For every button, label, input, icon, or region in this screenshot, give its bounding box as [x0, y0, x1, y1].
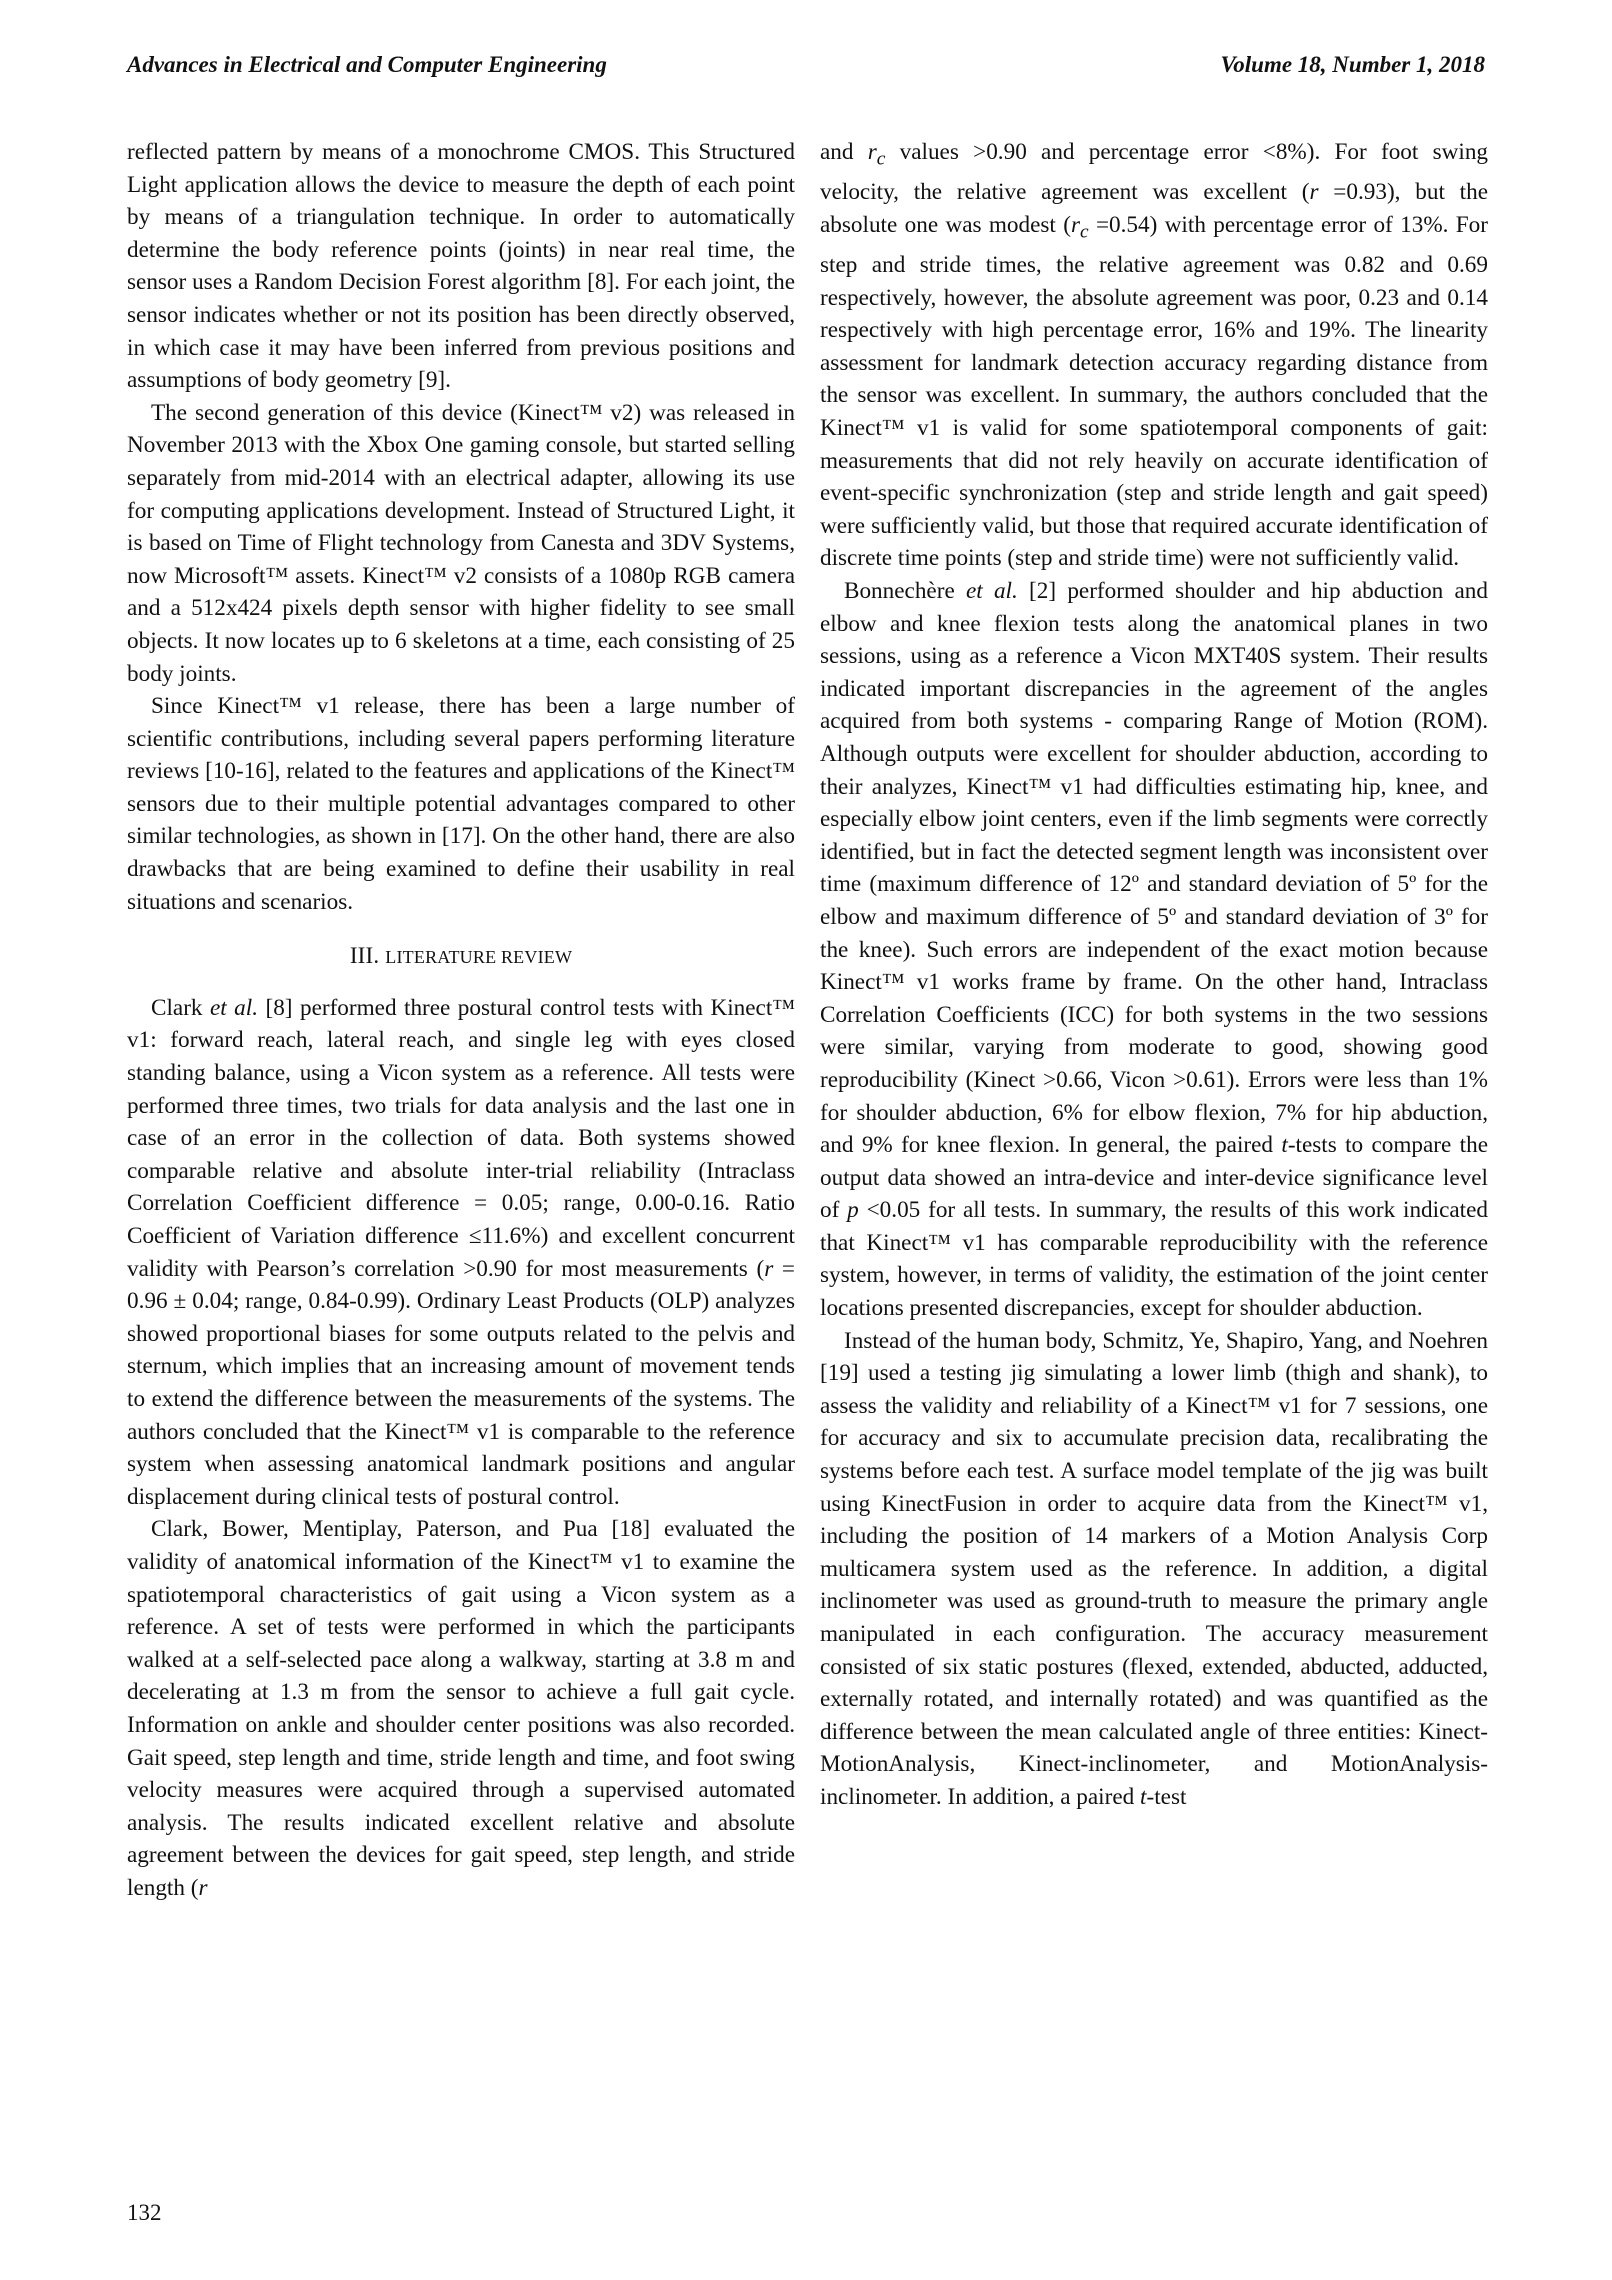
section-heading: [127, 940, 795, 974]
italic-run: p: [847, 1197, 859, 1224]
paragraph: [127, 992, 795, 1514]
text-run: Clark: [151, 994, 210, 1021]
left-column: [127, 136, 795, 1904]
subscript-run: c: [1080, 221, 1089, 243]
section-title: LITERATURE REVIEW: [385, 947, 573, 968]
text-run: =0.54) with percentage error of 13%. For step and stride times, the relative agreement was 0.82 and 0.69 respectively, however, the absolute agreement was poor, 0.23 and 0.14 respectively with high percentage error, 16% and 19%. The linearity assessment for landmark detection accuracy regarding distance from the sensor was excellent. In summary, the authors concluded that the Kinect™ v1 is valid for some spatiotemporal components of gait: measurements that did not rely heavily on accurate identification of event-specific synchronization (step and stride length and gait speed) were sufficiently valid, but those that required accurate identification of discrete time points (step and stride time) were not sufficiently valid.: [820, 211, 1488, 572]
paragraph: [820, 1325, 1488, 1814]
text-run: =0.93), but the absolute one was modest (: [820, 179, 1488, 238]
text-run: Instead of the human body, Schmitz, Ye, Shapiro, Yang, and Noehren [19] used a testing jig simulating a lower limb (thigh and shank), to assess the validity and reliability of a Kinect™ v1 for 7 sessions, one for accuracy and six to accumulate precision data, recalibrating the systems before each test. A surface model template of the jig was built using KinectFusion in order to acquire data from the Kinect™ v1, including the position of 14 markers of a Motion Analysis Corp multicamera system used as the reference. In addition, a digital inclinometer was used as ground-truth to measure the primary angle manipulated in each configuration. The accuracy measurement consisted of six static postures (flexed, extended, abducted, adducted, externally rotated, and internally rotated) and was quantified as the difference between the mean calculated angle of three entities: Kinect-MotionAnalysis, Kinect-inclinometer, and MotionAnalysis-inclinometer. In addition, a paired: [820, 1327, 1488, 1810]
right-column: [820, 136, 1488, 1814]
paragraph: Since Kinect™ v1 release, there has been a large number of scientific contributions, including several papers performing literature reviews [10-16], related to the features and applications of the Kinect™ sensors due to their multiple potential advantages compared to other similar technologies, as shown in [17]. On the other hand, there are also drawbacks that are being examined to define their usability in real situations and scenarios.: [127, 693, 795, 915]
text-run: values >0.90 and percentage error <8%). For foot swing velocity, the relative agreement was excellent (: [820, 139, 1489, 206]
paragraph: [820, 575, 1488, 1325]
italic-run: r: [867, 139, 877, 165]
text-run: and: [820, 139, 868, 165]
italic-run: r: [1309, 179, 1319, 206]
paragraph: [820, 136, 1488, 575]
running-header: [127, 52, 1485, 88]
italic-run: et al.: [965, 578, 1018, 604]
page-number: 132: [127, 2200, 162, 2225]
italic-run: r: [198, 1874, 208, 1901]
text-run: -tests to compare the output data showed an intra-device and inter-device significance level of: [820, 1132, 1488, 1224]
text-run: <0.05 for all tests. In summary, the results of this work indicated that Kinect™ v1 has comparable reproducibility with the reference system, however, in terms of validity, the estimation of the joint center locations presented discrepancies, except for shoulder abduction.: [820, 1197, 1488, 1322]
italic-run: t: [1281, 1132, 1288, 1159]
italic-run: r: [764, 1255, 774, 1282]
text-run: [8] performed three postural control tests with Kinect™ v1: forward reach, lateral reach, and single leg with eyes closed standing balance, using a Vicon system as a reference. All tests were performed three times, two trials for data analysis and the last one in case of an error in the collection of data. Both systems showed comparable relative and absolute inter-trial reliability (Intraclass Correlation Coefficient difference = 0.05; range, 0.00-0.16. Ratio Coefficient of Variation difference ≤11.6%) and excellent concurrent validity with Pearson’s correlation >0.90 for most measurements (: [127, 994, 795, 1282]
subscript-run: c: [876, 148, 886, 170]
section-number: III.: [349, 943, 380, 969]
text-run: Bonnechère: [844, 578, 966, 604]
text-run: [2] performed shoulder and hip abduction and elbow and knee flexion tests along the anatomical planes in two sessions, using as a reference a Vicon MXT40S system. Their results indicated important discrepancies in the agreement of the angles acquired from both systems - comparing Range of Motion (ROM). Although outputs were excellent for shoulder abduction, according to their analyzes, Kinect™ v1 had difficulties estimating hip, knee, and especially elbow joint centers, even if the limb segments were correctly identified, but in fact the detected segment length was inconsistent over time (maximum difference of 12º and standard deviation of 5º for the elbow and maximum difference of 5º and standard deviation of 3º for the knee). Such errors are independent of the exact motion because Kinect™ v1 works frame by frame. On the other hand, Intraclass Correlation Coefficients (ICC) for both systems in the two sessions were similar, varying from moderate to good, showing good reproducibility (Kinect >0.66, Vicon >0.61). Errors were less than 1% for shoulder abduction, 6% for elbow flexion, 7% for hip abduction, and 9% for knee flexion. In general, the paired: [820, 578, 1488, 1159]
text-run: = 0.96 ± 0.04; range, 0.84-0.99). Ordinary Least Products (OLP) analyzes showed proportional biases for some outputs related to the pelvis and sternum, which implies that an increasing amount of movement tends to extend the difference between the measurements of the systems. The authors concluded that the Kinect™ v1 is comparable to the reference system when assessing anatomical landmark positions and angular displacement during clinical tests of postural control.: [127, 1255, 796, 1510]
paragraph: reflected pattern by means of a monochrome CMOS. This Structured Light application allows the device to measure the depth of each point by means of a triangulation technique. In order to automatically determine the body reference points (joints) in near real time, the sensor uses a Random Decision Forest algorithm [8]. For each joint, the sensor indicates whether or not its position has been directly observed, in which case it may have been inferred from previous positions and assumptions of body geometry [9].: [127, 139, 795, 394]
italic-run: et al.: [209, 994, 259, 1021]
italic-run: r: [1070, 211, 1080, 238]
paragraph: [127, 1513, 795, 1904]
italic-run: t: [1140, 1783, 1147, 1810]
text-run: -test: [1146, 1783, 1187, 1810]
volume-info: Volume 18, Number 1, 2018: [1220, 52, 1485, 77]
journal-title: Advances in Electrical and Computer Engineering: [127, 52, 607, 77]
paragraph: The second generation of this device (Kinect™ v2) was released in November 2013 with the Xbox One gaming console, but started selling separately from mid-2014 with an electrical adapter, allowing its use for computing applications development. Instead of Structured Light, it is based on Time of Flight technology from Canesta and 3DV Systems, now Microsoft™ assets. Kinect™ v2 consists of a 1080p RGB camera and a 512x424 pixels depth sensor with higher fidelity to see small objects. It now locates up to 6 skeletons at a time, each consisting of 25 body joints.: [127, 399, 795, 687]
text-run: Clark, Bower, Mentiplay, Paterson, and Pua [18] evaluated the validity of anatomical information of the Kinect™ v1 to examine the spatiotemporal characteristics of gait using a Vicon system as a reference. A set of tests were performed in which the participants walked at a self-selected pace along a walkway, starting at 3.8 m and decelerating at 1.3 m from the sensor to achieve a full gait cycle. Information on ankle and shoulder center positions was also recorded. Gait speed, step length and time, stride length and time, and foot swing velocity measures were acquired through a supervised automated analysis. The results indicated excellent relative and absolute agreement between the devices for gait speed, step length, and stride length (: [127, 1516, 795, 1901]
